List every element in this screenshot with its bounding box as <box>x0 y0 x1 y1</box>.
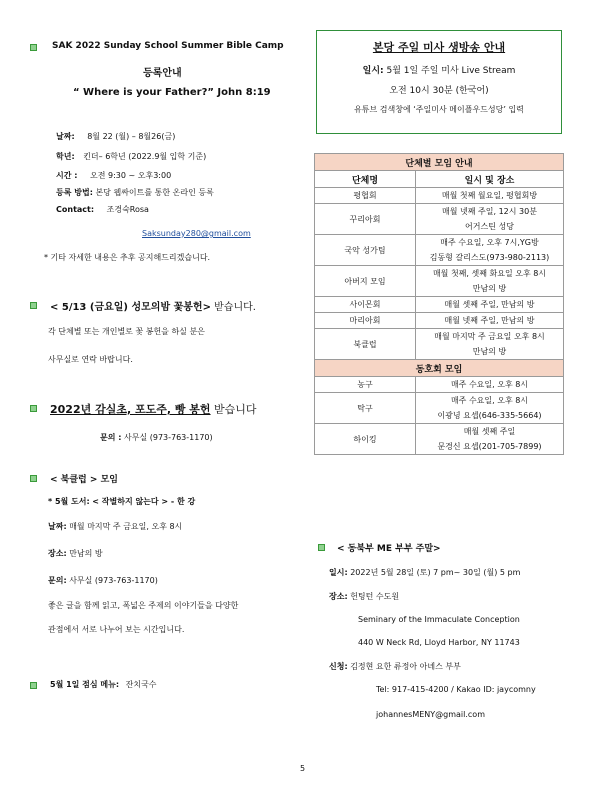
bookclub-book-label: * 5월 도서: <box>48 497 90 506</box>
group-info <box>416 393 564 424</box>
me-date <box>329 567 520 578</box>
bullet-icon <box>30 682 37 689</box>
group-name: 사이몬회 <box>315 297 416 313</box>
mass-title: 본당 주일 미사 생방송 안내 <box>372 41 506 54</box>
camp-contact-label: Contact: <box>56 205 95 214</box>
col-header-info: 일시 및 장소 <box>416 171 564 188</box>
table-row <box>315 188 564 204</box>
group-name: 국악 성가팀 <box>315 235 416 266</box>
flowers-heading-bold: < 5/13 (금요일) 성모의밤 꽃봉헌> <box>50 302 211 313</box>
mass-line1-label: 일시: <box>362 66 384 76</box>
bookclub-place-value: 만남의 방 <box>69 549 103 558</box>
page-number: 5 <box>300 764 306 773</box>
group-info <box>416 297 564 313</box>
bookclub-date-value: 매월 마지막 주 금요일, 오후 8시 <box>69 522 183 531</box>
offering-inquiry-label: 문의 : <box>100 433 122 442</box>
bullet-icon <box>30 302 37 309</box>
camp-note: * 기타 자세한 내용은 추후 공지해드리겠습니다. <box>44 253 211 262</box>
offering-heading-bold: 2022년 감실초, 포도주, 빵 봉헌 <box>50 403 211 416</box>
group-info-line: 김동형 갈리스도(973-980-2113) <box>429 253 550 262</box>
table-row <box>315 329 564 360</box>
bullet-icon <box>30 405 37 412</box>
mass-livestream-box <box>316 30 562 134</box>
camp-time <box>56 170 171 181</box>
camp-registration <box>56 187 214 198</box>
bookclub-place <box>48 548 103 559</box>
table-row <box>315 297 564 313</box>
group-info-line: 매월 셋째 주일 <box>463 427 516 436</box>
bookclub-book <box>48 496 195 507</box>
hobby-rows <box>315 377 564 455</box>
group-info-line: 이광녕 요셉(646-335-5664) <box>437 411 542 420</box>
table-row <box>315 377 564 393</box>
group-info <box>416 266 564 297</box>
group-info-line: 매주 수요일, 오후 8시 <box>450 380 529 389</box>
group-name: 아버지 모임 <box>315 266 416 297</box>
me-place-value: 헌팅턴 수도원 <box>350 592 400 601</box>
group-name: 꾸리아회 <box>315 204 416 235</box>
groups-title: 단체별 모임 안내 <box>315 154 564 171</box>
flowers-line1: 각 단체별 또는 개인별로 꽃 봉헌을 하실 분은 <box>48 327 205 336</box>
table-row <box>315 266 564 297</box>
me-apply <box>329 661 461 672</box>
me-email[interactable]: johannesMENY@gmail.com <box>376 710 485 719</box>
group-info <box>416 424 564 455</box>
camp-title: SAK 2022 Sunday School Summer Bible Camp <box>52 41 284 51</box>
group-info <box>416 313 564 329</box>
group-info <box>416 329 564 360</box>
group-info-line: 매월 마지막 주 금요일 오후 8시 <box>434 332 545 341</box>
camp-time-value: 오전 9:30 ~ 오후3:00 <box>90 171 172 180</box>
camp-contact <box>56 204 149 215</box>
camp-date <box>56 131 175 142</box>
flowers-line2: 사무실로 연락 바랍니다. <box>48 355 133 364</box>
camp-grade <box>56 151 206 162</box>
table-row <box>315 204 564 235</box>
bullet-icon <box>318 544 325 551</box>
group-name: 마리아회 <box>315 313 416 329</box>
camp-subtitle: 등록안내 <box>143 68 182 79</box>
camp-theme: “ Where is your Father?” John 8:19 <box>73 87 271 98</box>
mass-line2: 오전 10시 30분 (한국어) <box>389 86 489 96</box>
group-info-line: 문경신 요셉(201-705-7899) <box>437 442 542 451</box>
col-header-name: 단체명 <box>315 171 416 188</box>
bookclub-book-value: < 작별하지 않는다 > - 한 강 <box>92 497 196 506</box>
group-info-line: 매월 첫째 월요일, 평협회방 <box>441 191 538 200</box>
camp-date-label: 날짜: <box>56 132 75 141</box>
me-tel: Tel: 917-415-4200 / Kakao ID: jaycomny <box>376 685 536 694</box>
me-date-label: 일시: <box>329 568 348 577</box>
me-address-line1: Seminary of the Immaculate Conception <box>358 615 520 624</box>
mass-line3: 유튜브 검색창에 ‘주일미사 메이플우드성당’ 입력 <box>354 105 524 114</box>
group-info-line: 매주 수요일, 오후 8시 <box>450 396 529 405</box>
table-row <box>315 424 564 455</box>
group-info <box>416 188 564 204</box>
group-info-line: 만남의 방 <box>472 284 507 293</box>
bookclub-place-label: 장소: <box>48 549 67 558</box>
group-meetings-table <box>314 153 564 455</box>
me-date-value: 2022년 5월 28일 (토) 7 pm~ 30일 (월) 5 pm <box>350 568 521 577</box>
camp-grade-label: 학년: <box>56 152 75 161</box>
table-row <box>315 393 564 424</box>
lunch-menu <box>50 679 157 690</box>
group-name: 하이킹 <box>315 424 416 455</box>
flowers-heading <box>50 298 256 313</box>
bookclub-desc2: 관점에서 서로 나누어 보는 시간입니다. <box>48 625 185 634</box>
bookclub-date-label: 날짜: <box>48 522 67 531</box>
bookclub-inquiry-value: 사무실 (973-763-1170) <box>69 576 158 585</box>
group-name: 농구 <box>315 377 416 393</box>
bullet-icon <box>30 475 37 482</box>
me-heading: < 동북부 ME 부부 주말> <box>337 544 441 554</box>
bookclub-heading: < 북클럽 > 모임 <box>50 475 118 485</box>
table-row <box>315 235 564 266</box>
group-info-line: 어거스틴 성당 <box>465 222 514 231</box>
lunch-value: 잔치국수 <box>125 680 157 689</box>
group-info-line: 매월 첫째, 셋째 화요일 오후 8시 <box>432 269 547 278</box>
hobby-title: 동호회 모임 <box>315 360 564 377</box>
table-row <box>315 313 564 329</box>
me-apply-value: 김정현 요한 류정아 아녜스 부부 <box>350 662 461 671</box>
group-info-line: 매주 수요일, 오후 7시,YG방 <box>440 238 539 247</box>
group-name: 평협회 <box>315 188 416 204</box>
bookclub-inquiry-label: 문의: <box>48 576 67 585</box>
group-info-line: 매월 넷째 주일, 12시 30분 <box>442 207 537 216</box>
offering-heading-tail: 받습니다 <box>210 403 257 416</box>
me-address-line2: 440 W Neck Rd, Lloyd Harbor, NY 11743 <box>358 638 520 647</box>
group-name: 탁구 <box>315 393 416 424</box>
camp-date-value: 8월 22 (월) – 8월26(금) <box>87 132 176 141</box>
group-rows <box>315 188 564 360</box>
group-info-line: 만남의 방 <box>472 347 507 356</box>
camp-reg-value: 본당 웹싸이트를 통한 온라인 등록 <box>95 188 214 197</box>
me-place-label: 장소: <box>329 592 348 601</box>
group-info <box>416 377 564 393</box>
offering-inquiry <box>100 432 213 443</box>
mass-line1-value: 5월 1일 주일 미사 Live Stream <box>386 66 516 76</box>
camp-time-label: 시간 : <box>56 171 78 180</box>
group-info <box>416 204 564 235</box>
bookclub-inquiry <box>48 575 158 586</box>
lunch-label: 5월 1일 점심 메뉴: <box>50 680 120 689</box>
offering-inquiry-value: 사무실 (973-763-1170) <box>124 433 213 442</box>
me-place <box>329 591 399 602</box>
mass-line1 <box>317 63 561 76</box>
camp-grade-value: 킨더– 6학년 (2022.9월 입학 기준) <box>83 152 207 161</box>
group-name: 북클럽 <box>315 329 416 360</box>
flowers-heading-tail: 받습니다. <box>210 302 256 313</box>
bookclub-date <box>48 521 182 532</box>
camp-contact-value: 조경숙Rosa <box>106 205 149 214</box>
group-info <box>416 235 564 266</box>
offering-heading <box>50 401 257 417</box>
group-info-line: 매월 넷째 주일, 만남의 방 <box>444 316 535 325</box>
me-apply-label: 신청: <box>329 662 348 671</box>
camp-reg-label: 등록 방법: <box>56 188 93 197</box>
bookclub-desc1: 좋은 글을 함께 읽고, 폭넓은 주제의 이야기들을 다양한 <box>48 601 239 610</box>
group-info-line: 매월 셋째 주일, 만남의 방 <box>444 300 535 309</box>
camp-email-link[interactable]: Saksunday280@gmail.com <box>142 229 251 238</box>
bullet-icon <box>30 44 37 51</box>
